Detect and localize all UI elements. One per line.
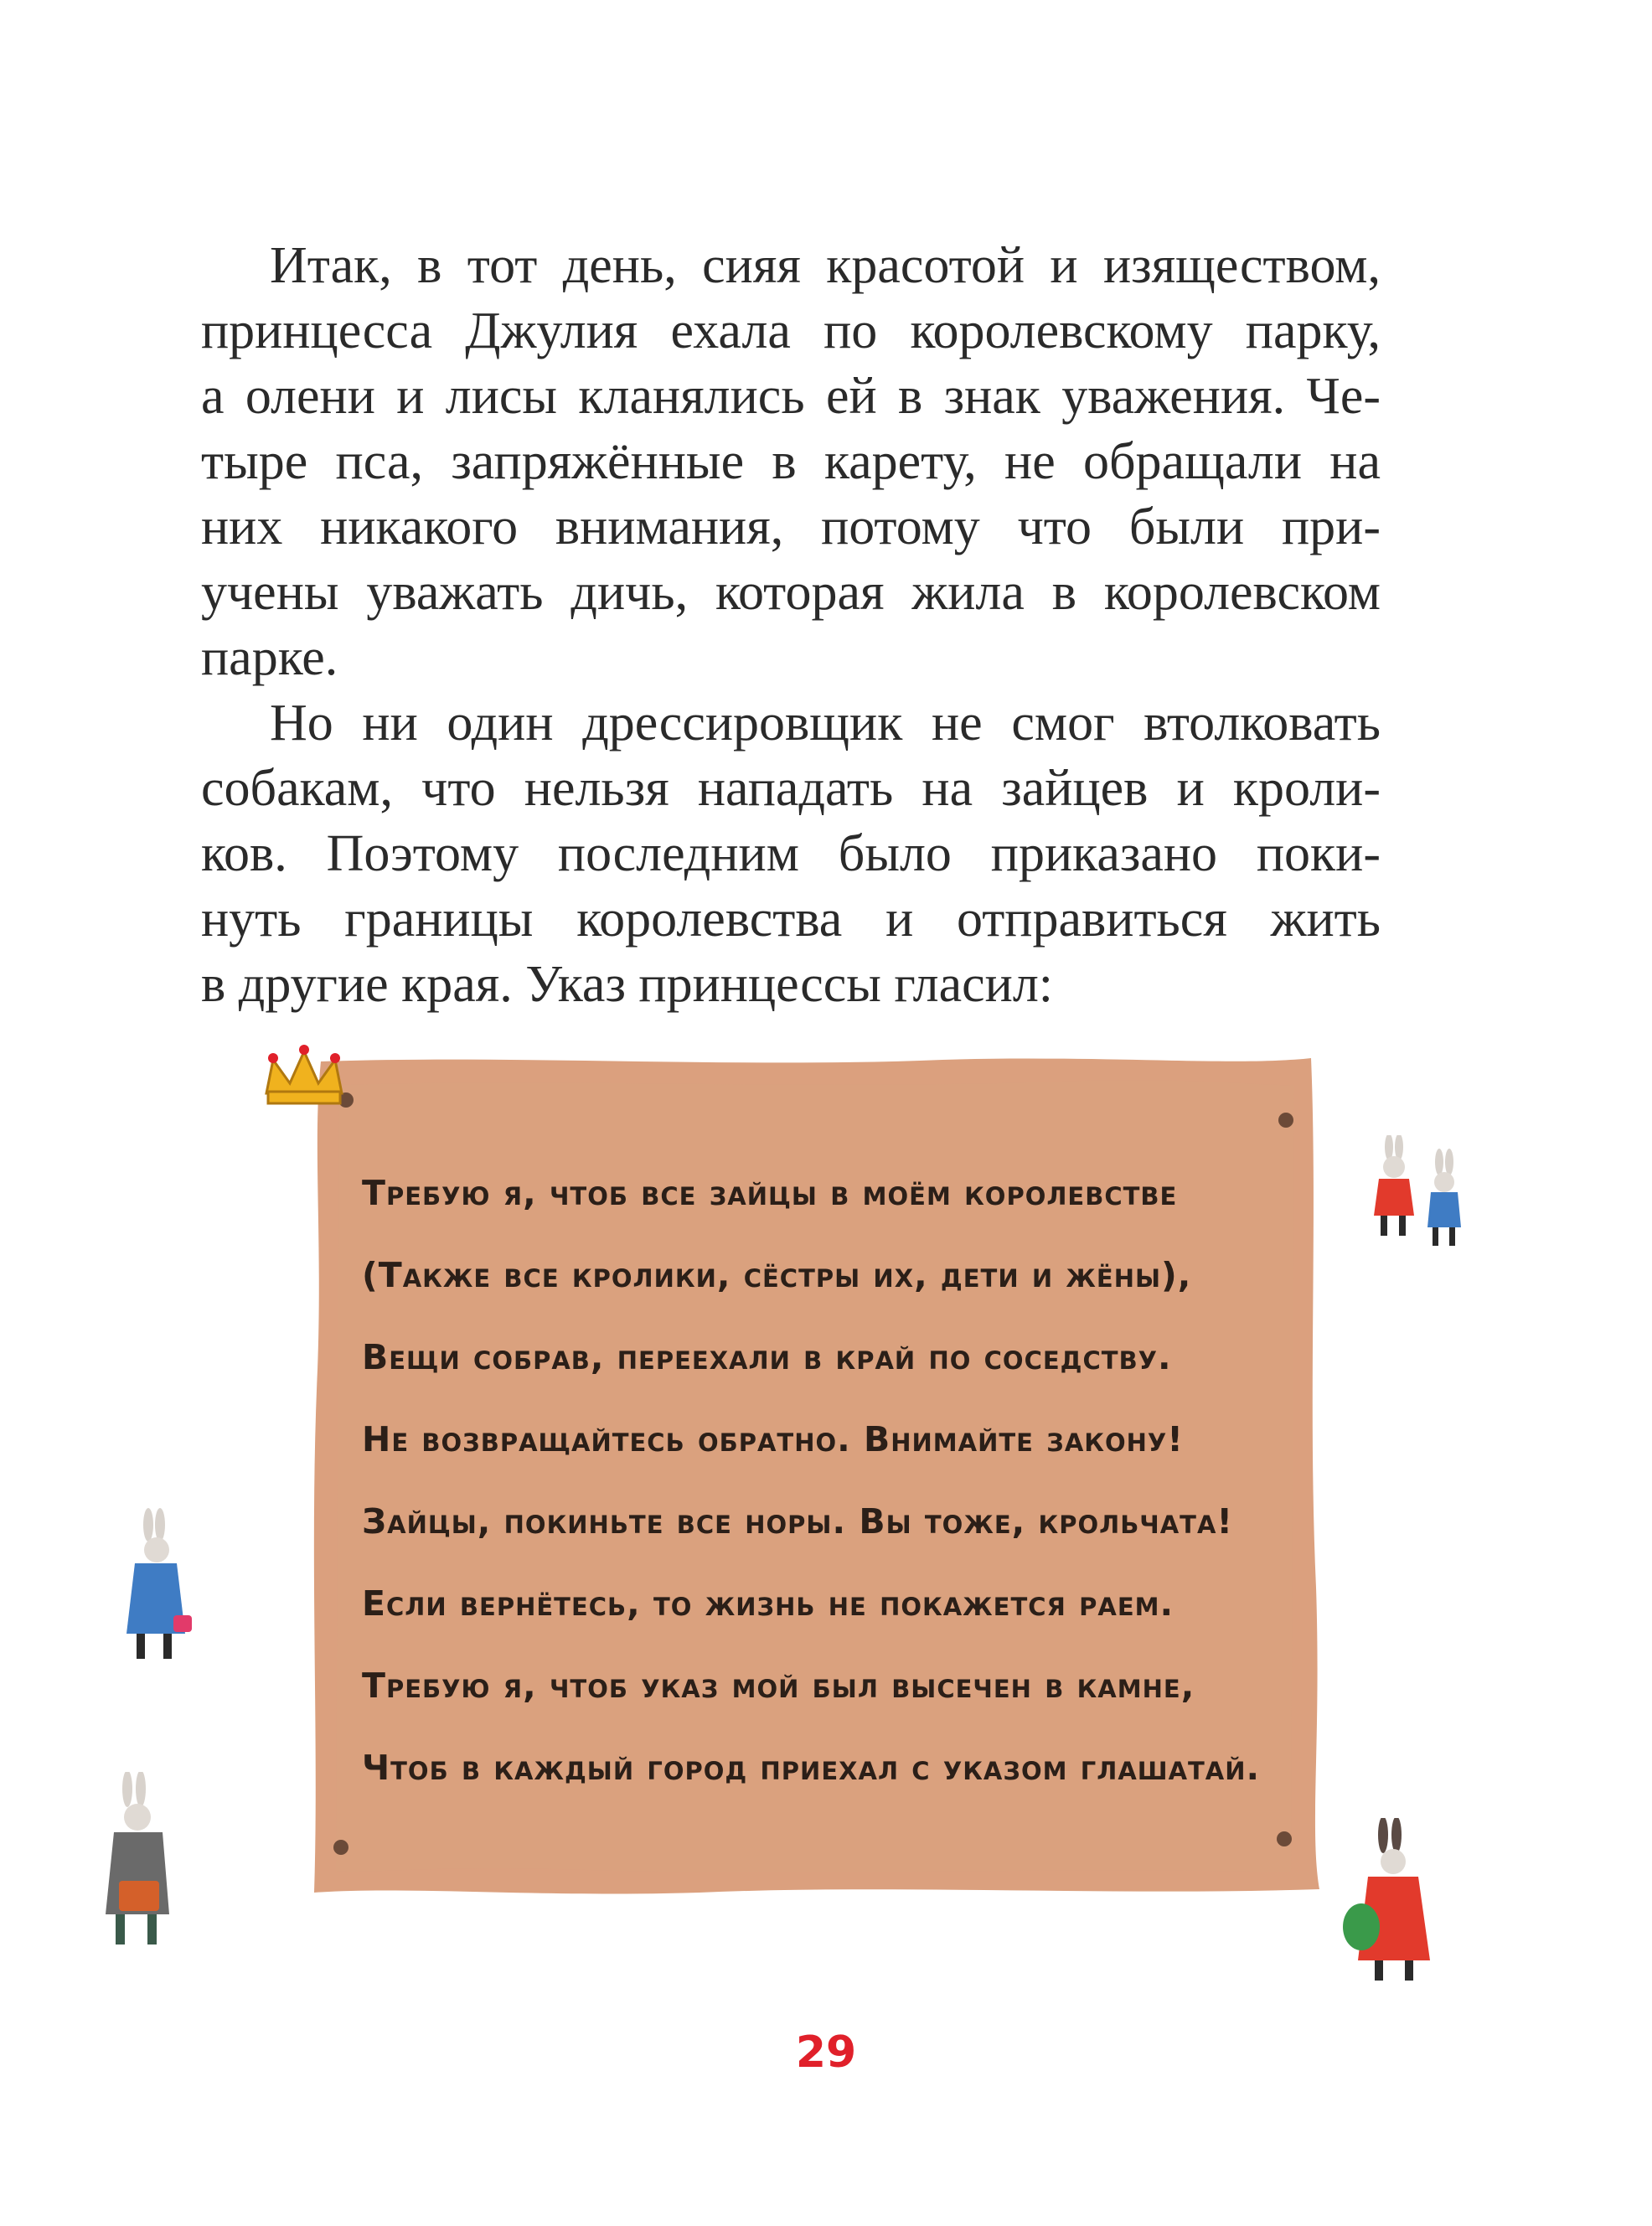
text-line: Итак, в тот день, сияя красотой и изяществом, bbox=[270, 237, 1381, 294]
text-line: парке. bbox=[201, 629, 338, 686]
decree-line: Зайцы, покиньте все норы. Вы тоже, крольчата! bbox=[362, 1501, 1234, 1542]
pin-icon bbox=[1277, 1831, 1292, 1846]
decree-line: (Также все кролики, сёстры их, дети и жёны), bbox=[362, 1255, 1192, 1295]
rabbit-icon bbox=[1374, 1135, 1414, 1236]
two-rabbits-illustration bbox=[1357, 1135, 1483, 1269]
pin-icon bbox=[333, 1840, 348, 1855]
decree-line: Требую я, чтоб указ мой был высечен в камне, bbox=[362, 1666, 1195, 1706]
rabbit-blue-coat-illustration bbox=[105, 1508, 222, 1676]
text-line: а олени и лисы кланялись ей в знак уважения. Че- bbox=[201, 368, 1381, 425]
text-line: Но ни один дрессировщик не смог втолковать bbox=[270, 695, 1381, 751]
text-line: учены уважать дичь, которая жила в королевском bbox=[201, 564, 1381, 621]
body-text bbox=[201, 233, 1381, 1017]
decree-line: Чтоб в каждый город приехал с указом глашатай. bbox=[362, 1748, 1261, 1788]
text-line: тыре пса, запряжённые в карету, не обращали на bbox=[201, 433, 1381, 490]
text-line: них никакого внимания, потому что были при- bbox=[201, 498, 1381, 555]
decree-line: Требую я, чтоб все зайцы в моём королевстве bbox=[362, 1173, 1178, 1213]
decree-line: Вещи собрав, переехали в край по соседству. bbox=[362, 1337, 1172, 1377]
text-line: нуть границы королевства и отправиться жить bbox=[201, 891, 1381, 948]
text-line: в другие края. Указ принцессы гласил: bbox=[201, 956, 1054, 1013]
rabbit-icon bbox=[1427, 1149, 1461, 1246]
text-line: собакам, что нельзя нападать на зайцев и кроли- bbox=[201, 760, 1381, 817]
decree-line: Не возвращайтесь обратно. Внимайте закону! bbox=[362, 1419, 1184, 1459]
page-number: 29 bbox=[795, 2027, 857, 2078]
rabbit-red-dress-illustration bbox=[1328, 1818, 1453, 1994]
rabbit-grey-coat-illustration bbox=[75, 1772, 209, 1965]
text-line: ков. Поэтому последним было приказано поки- bbox=[201, 825, 1381, 882]
decree-line: Если вернётесь, то жизнь не покажется раем. bbox=[362, 1583, 1174, 1624]
text-line: принцесса Джулия ехала по королевскому парку, bbox=[201, 302, 1381, 359]
crown-icon bbox=[258, 1035, 350, 1118]
pin-icon bbox=[1278, 1113, 1293, 1128]
decree-text bbox=[362, 1152, 1283, 1809]
